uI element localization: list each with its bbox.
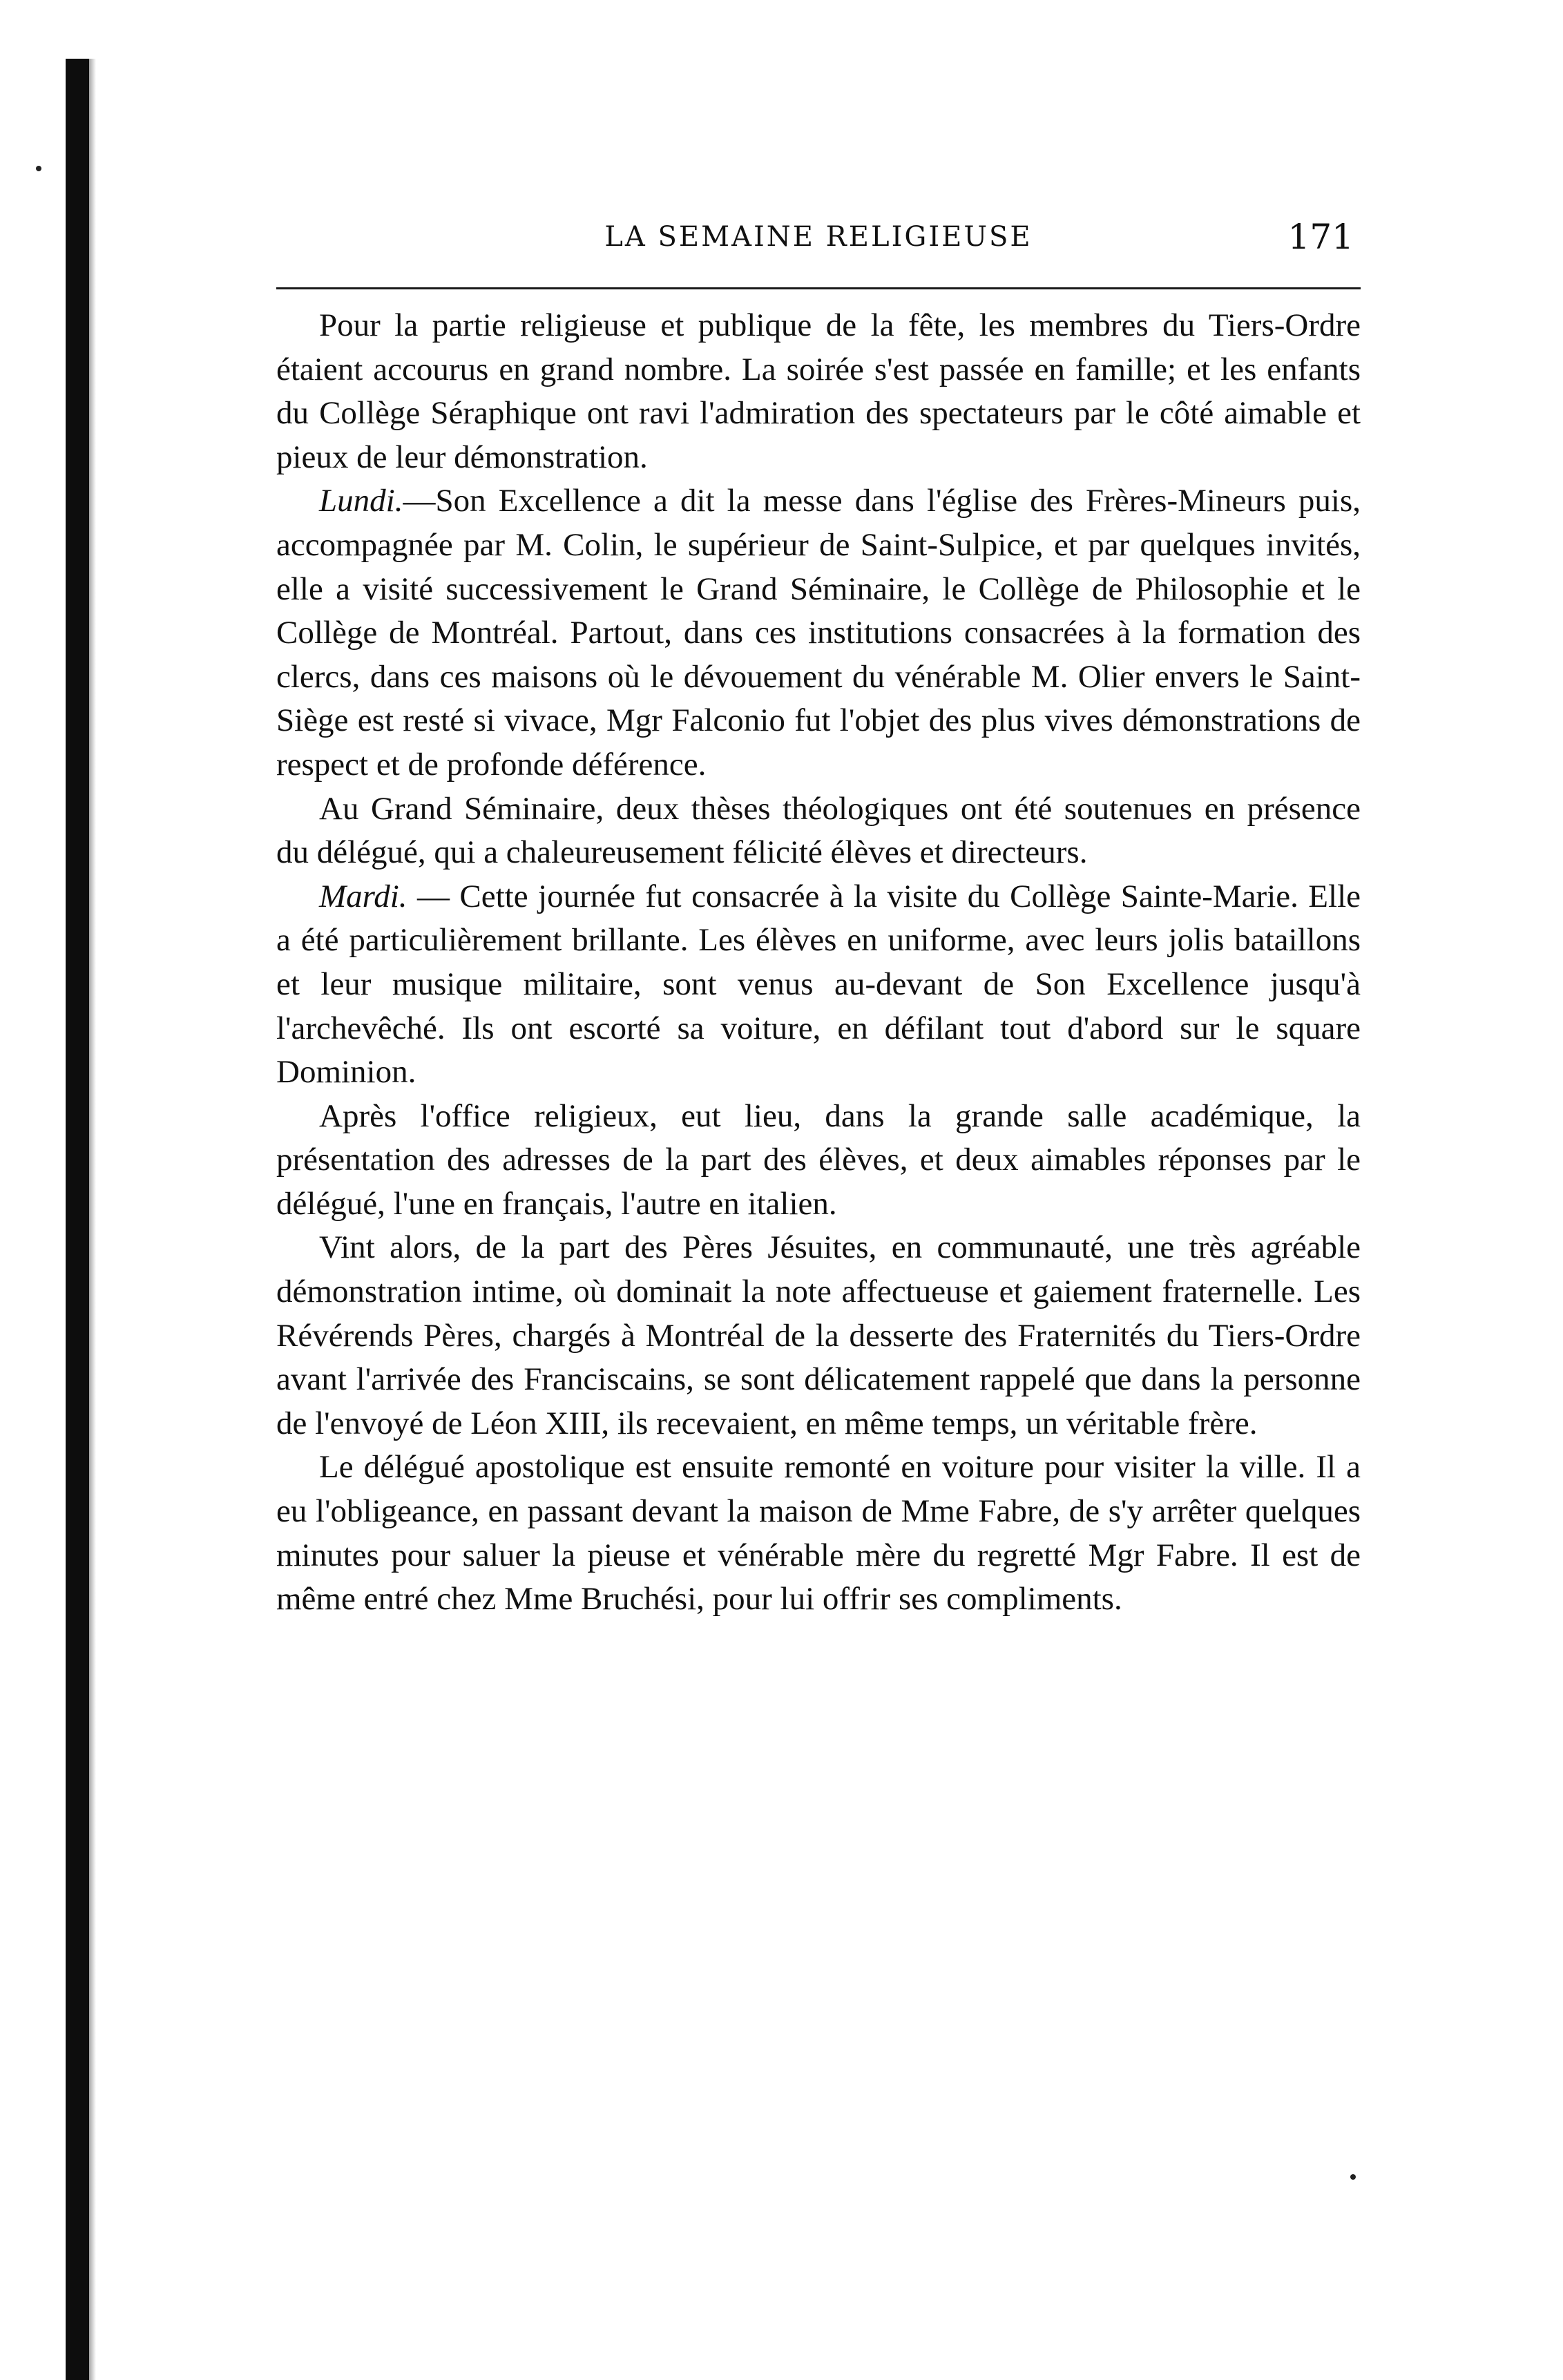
paragraph [276, 1095, 1361, 1227]
paragraph [276, 304, 1361, 479]
paragraph [276, 479, 1361, 787]
margin-speck [1350, 2174, 1356, 2180]
paragraph-text: Vint alors, de la part des Pères Jésuites, en communauté, une très agréable démonstration intime, où dominait la note affectueuse et gaiement fraternelle. Les Révérends Pères, chargés à Montréal de la desserte des Fraternités du Tiers-Ordre avant l'arrivée des Franciscains, se sont délicatement rappelé que dans la personne de l'envoyé de Léon XIII, ils recevaient, en même temps, un véritable frère. [276, 1229, 1361, 1441]
margin-speck [36, 166, 41, 171]
paragraph [276, 1226, 1361, 1446]
page-number: 171 [1287, 217, 1354, 257]
paragraph-text: Au Grand Séminaire, deux thèses théologiques ont été soutenues en présence du délégué, qui a chaleureusement félicité élèves et directeurs. [276, 790, 1361, 871]
day-heading: Mardi. [319, 878, 407, 914]
paragraph [276, 1446, 1361, 1621]
paragraph-text: Le délégué apostolique est ensuite remonté en voiture pour visiter la ville. Il a eu l'obligeance, en passant devant la maison de Mme Fabre, de s'y arrêter quelques minutes pour saluer la pieuse et vénérable mère du regretté Mgr Fabre. Il est de même entré chez Mme Bruchési, pour lui offrir ses compliments. [276, 1449, 1361, 1618]
day-heading: Lundi. [319, 483, 403, 519]
paragraph-text: — Cette journée fut consacrée à la visite du Collège Sainte-Marie. Elle a été particulièrement brillante. Les élèves en uniforme, avec leurs jolis bataillons et leur musique militaire, sont venus au-devant de Son Excellence jusqu'à l'archevêché. Ils ont escorté sa voiture, en défilant tout d'abord sur le square Dominion. [276, 878, 1361, 1091]
paragraph-text: Après l'office religieux, eut lieu, dans la grande salle académique, la présentation des adresses de la part des élèves, et deux aimables réponses par le délégué, l'une en français, l'autre en italien. [276, 1097, 1361, 1222]
paragraph [276, 787, 1361, 875]
running-head [276, 214, 1361, 262]
paragraph-text: —Son Excellence a dit la messe dans l'église des Frères-Mineurs puis, accompagnée par M. Colin, le supérieur de Saint-Sulpice, et par quelques invités, elle a visité successivement le Grand Séminaire, le Collège de Philosophie et le Collège de Montréal. Partout, dans ces institutions consacrées à la formation des clercs, dans ces maisons où le dévouement du vénérable M. Olier envers le Saint-Siège est resté si vivace, Mgr Falconio fut l'objet des plus vives démonstrations de respect et de profonde déférence. [276, 483, 1361, 783]
body-text [276, 304, 1361, 1622]
paragraph [276, 875, 1361, 1095]
book-page [276, 214, 1361, 1618]
running-head-title: LA SEMAINE RELIGIEUSE [604, 221, 1033, 253]
binding-edge [66, 59, 89, 2380]
header-rule [276, 287, 1361, 289]
paragraph-text: Pour la partie religieuse et publique de la fête, les membres du Tiers-Ordre étaient accourus en grand nombre. La soirée s'est passée en famille; et les enfants du Collège Séraphique ont ravi l'admiration des spectateurs par le côté aimable et pieux de leur démonstration. [276, 307, 1361, 475]
